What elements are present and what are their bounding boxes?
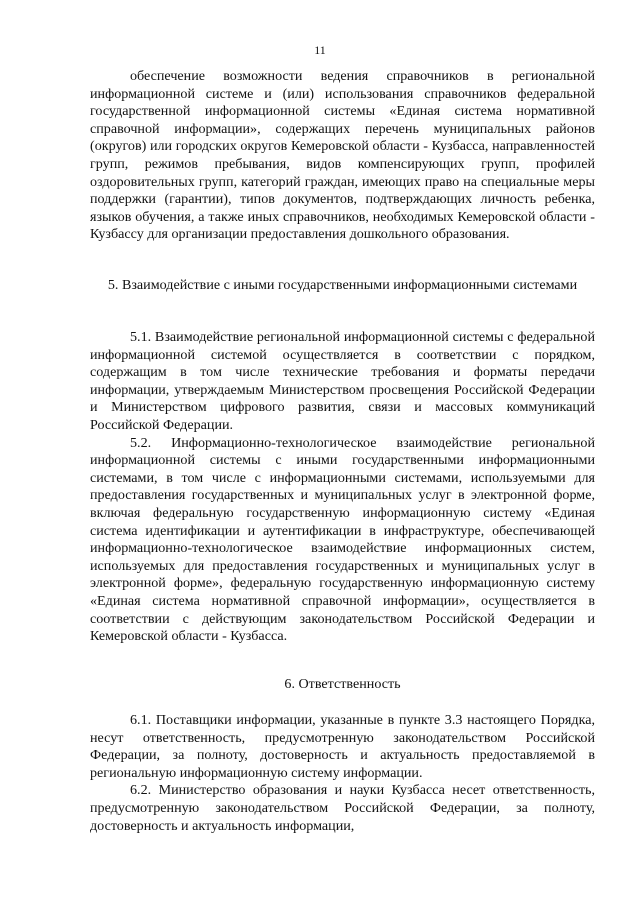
page-number: 11 — [314, 43, 326, 57]
section-6-body — [90, 712, 595, 835]
paragraph-6-1: 6.1. Поставщики информации, указанные в пункте 3.3 настоящего Порядка, несут ответственность, предусмотренную законодательством Российской Федерации, за полноту, достоверность и актуальность предоставляемой в региональную информационную систему информации. — [90, 712, 595, 781]
paragraph-5-1: 5.1. Взаимодействие региональной информационной системы с федеральной информационной системой осуществляется в соответствии с порядком, содержащим в том числе технические требования и форматы передачи информации, утверждаемым Министерством просвещения Российской Федерации и Министерством цифрового развития, связи и массовых коммуникаций Российской Федерации. — [90, 329, 595, 433]
paragraph-6-2: 6.2. Министерство образования и науки Кузбасса несет ответственность, предусмотренную законодательством Российской Федерации, за полноту, достоверность и актуальность информации, — [90, 782, 595, 834]
section-5-heading: 5. Взаимодействие с иными государственными информационными системами — [107, 277, 578, 293]
intro-block — [90, 68, 595, 244]
section-5-body — [90, 329, 595, 646]
paragraph-5-2: 5.2. Информационно-технологическое взаимодействие региональной информационной системы с иными государственными информационными системами, в том числе с информационными системами, используемыми для предоставления государственных и муниципальных услуг в электронной форме, включая федеральную государственную информационную систему «Единая система идентификации и аутентификации в инфраструктуре, обеспечивающей информационно-технологическое взаимодействие информационных систем, используемых для предоставления государственных и муниципальных услуг в электронной форме», федеральную государственную информационную систему «Единая система нормативной справочной информации», осуществляется в соответствии с действующим законодательством Российской Федерации и Кемеровской области - Кузбасса. — [90, 434, 595, 645]
intro-paragraph: обеспечение возможности ведения справочников в региональной информационной системе и (или) использования справочников федеральной государственной информационной системы «Единая система нормативной справочной информации», содержащих перечень муниципальных районов (округов) или городских округов Кемеровской области - Кузбасса, направленностей групп, режимов пребывания, видов компенсирующих групп, профилей оздоровительных групп, категорий граждан, имеющих право на специальные меры поддержки (гарантии), типов документов, подтверждающих личность ребенка, языков обучения, а также иных справочников, необходимых Кемеровской области - Кузбассу для организации предоставления дошкольного образования. — [90, 68, 595, 243]
section-6-heading: 6. Ответственность — [284, 676, 401, 692]
